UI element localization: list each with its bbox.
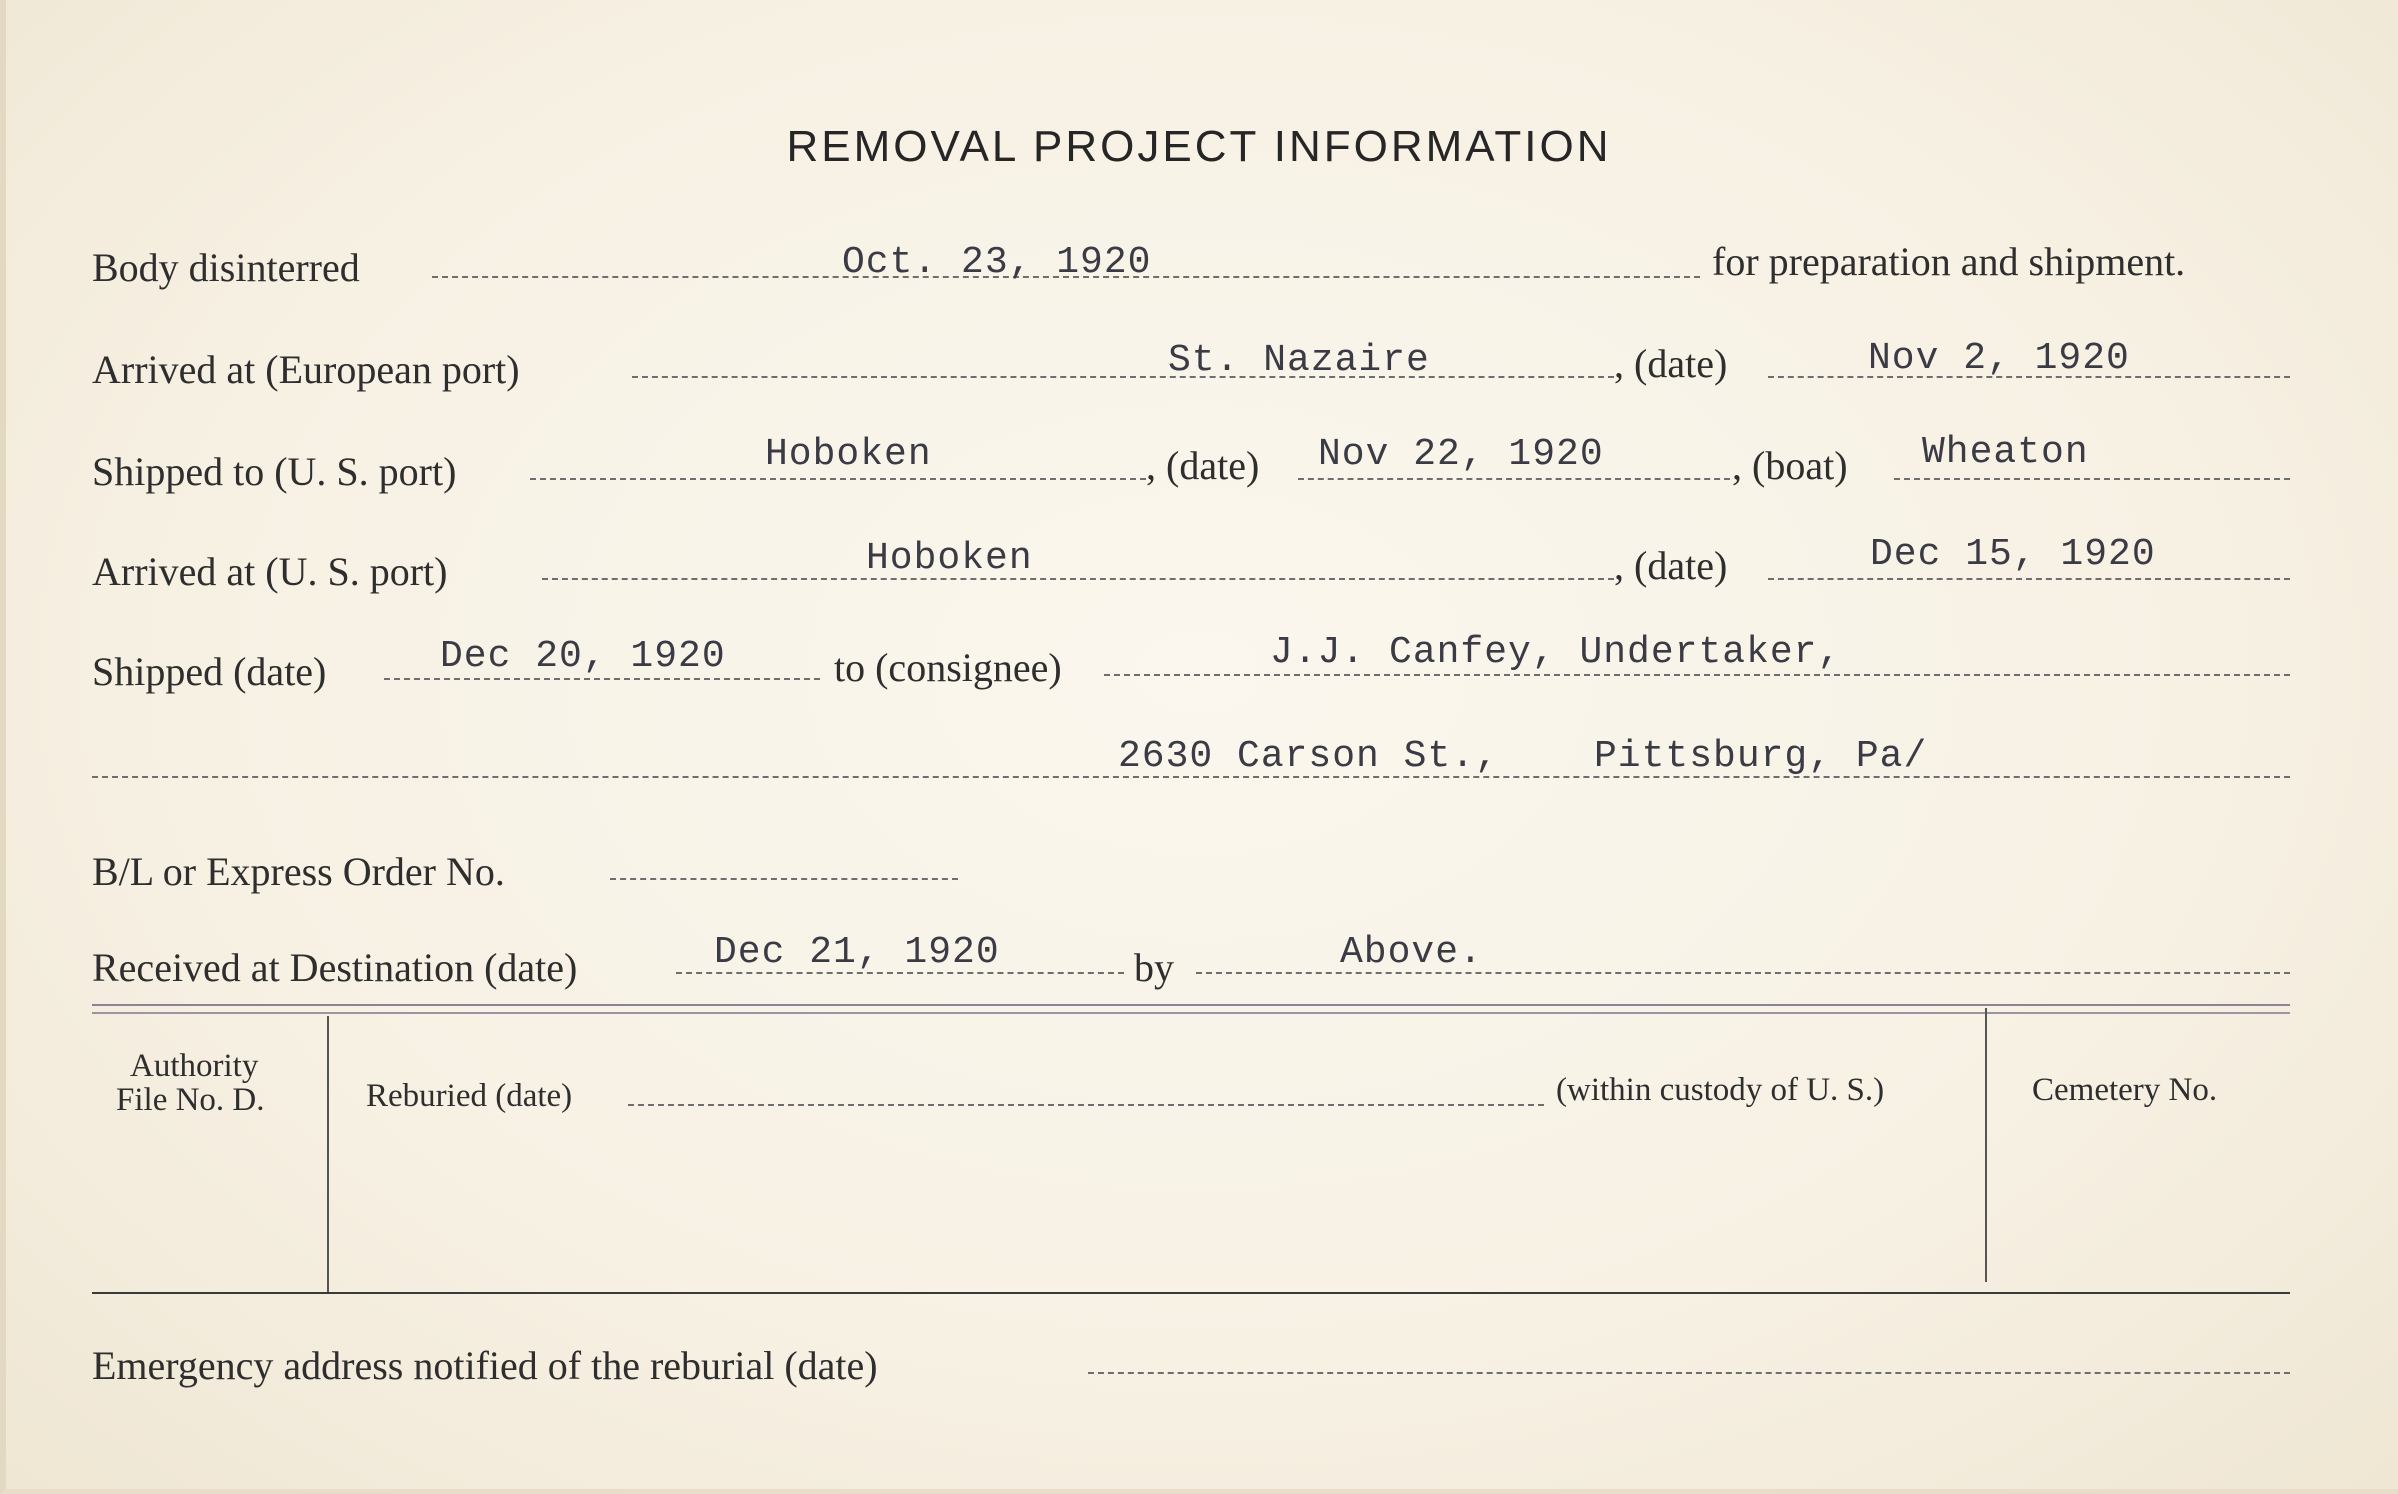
table-top-rule-inner <box>92 1012 2290 1014</box>
body-disinterred-suffix: for preparation and shipment. <box>1712 239 2186 284</box>
arrived-european-date: Nov 2, 1920 <box>1868 337 2130 380</box>
table-divider-right <box>1985 1008 1987 1282</box>
consignee-value: J.J. Canfey, Undertaker, <box>1270 631 1842 674</box>
shipped-us-boat-line <box>1894 478 2290 480</box>
address-street: 2630 Carson St., <box>1118 735 1499 778</box>
emergency-line <box>1088 1372 2290 1374</box>
shipped-us-port: Hoboken <box>765 433 932 476</box>
arrived-us-date: Dec 15, 1920 <box>1870 533 2156 576</box>
arrived-us-line <box>542 578 1614 580</box>
arrived-us-label: Arrived at (U. S. port) <box>92 549 448 594</box>
received-by-value: Above. <box>1340 931 1483 974</box>
arrived-european-port: St. Nazaire <box>1168 339 1430 382</box>
received-date-value: Dec 21, 1920 <box>714 931 1000 974</box>
arrived-european-label: Arrived at (European port) <box>92 347 520 392</box>
body-disinterred-value: Oct. 23, 1920 <box>842 241 1152 284</box>
table-top-rule <box>92 1004 2290 1006</box>
shipped-us-label: Shipped to (U. S. port) <box>92 449 457 494</box>
authority-label-line1: Authority <box>130 1048 259 1084</box>
shipped-us-line <box>530 478 1146 480</box>
shipped-date-value: Dec 20, 1920 <box>440 635 726 678</box>
received-label: Received at Destination (date) <box>92 945 578 990</box>
shipped-us-date-line <box>1298 478 1730 480</box>
received-by-label: by <box>1134 945 1174 990</box>
reburied-line <box>628 1104 1544 1106</box>
shipped-date-line <box>384 678 820 680</box>
bl-order-label: B/L or Express Order No. <box>92 849 505 894</box>
table-bottom-rule <box>92 1292 2290 1294</box>
reburied-label: Reburied (date) <box>366 1078 573 1114</box>
consignee-line <box>1104 674 2290 676</box>
arrived-european-line <box>632 376 1614 378</box>
shipped-us-boat: Wheaton <box>1922 431 2089 474</box>
custody-label: (within custody of U. S.) <box>1556 1072 1885 1108</box>
arrived-european-date-label: , (date) <box>1614 341 1728 386</box>
shipped-us-boat-label: , (boat) <box>1732 443 1848 488</box>
body-disinterred-label: Body disinterred <box>92 245 360 290</box>
card-title: REMOVAL PROJECT INFORMATION <box>786 122 1612 171</box>
shipped-us-date-label: , (date) <box>1146 443 1260 488</box>
arrived-us-date-line <box>1768 578 2290 580</box>
authority-label-line2: File No. D. <box>116 1082 265 1118</box>
arrived-us-port: Hoboken <box>866 537 1033 580</box>
consignee-label: to (consignee) <box>834 645 1062 690</box>
shipped-date-label: Shipped (date) <box>92 649 327 694</box>
emergency-label: Emergency address notified of the reburial (date) <box>92 1343 878 1388</box>
address-city: Pittsburg, Pa/ <box>1594 735 1928 778</box>
bl-order-line <box>610 878 958 880</box>
shipped-us-date: Nov 22, 1920 <box>1318 433 1604 476</box>
table-divider-left <box>327 1016 329 1292</box>
arrived-us-date-label: , (date) <box>1614 543 1728 588</box>
cemetery-label: Cemetery No. <box>2032 1072 2218 1108</box>
